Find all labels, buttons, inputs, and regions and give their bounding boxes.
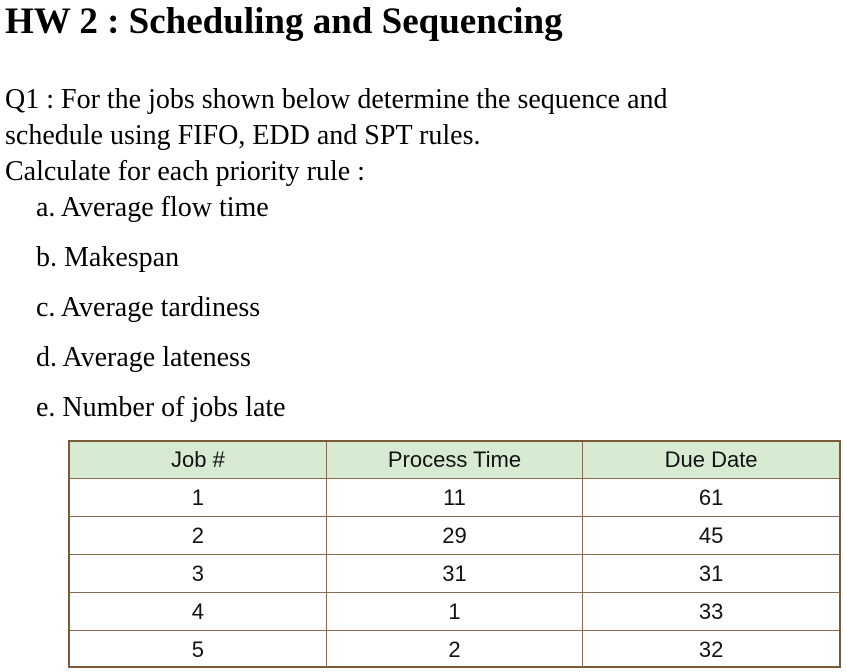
process-time-cell: 31 (326, 555, 582, 593)
list-item-number-of-jobs-late: e. Number of jobs late (36, 392, 286, 423)
job-number-cell: 3 (70, 555, 326, 593)
metrics-list (36, 190, 286, 440)
due-date-cell: 61 (583, 479, 839, 517)
page-title: HW 2 : Scheduling and Sequencing (5, 1, 563, 42)
job-number-cell: 2 (70, 517, 326, 555)
list-item-makespan: b. Makespan (36, 242, 180, 273)
list-item-average-flow-time: a. Average flow time (36, 192, 269, 223)
table-row (70, 631, 839, 669)
job-number-cell: 5 (70, 631, 326, 669)
list-item-average-lateness: d. Average lateness (36, 342, 251, 373)
process-time-cell: 1 (326, 593, 582, 631)
list-item-average-tardiness: c. Average tardiness (36, 292, 261, 323)
jobs-table-container (68, 440, 841, 668)
table-row (70, 517, 839, 555)
header-process-time: Process Time (326, 442, 582, 479)
jobs-table (70, 442, 839, 668)
job-number-cell: 4 (70, 593, 326, 631)
question-line-2: schedule using FIFO, EDD and SPT rules. (5, 120, 481, 151)
process-time-cell: 11 (326, 479, 582, 517)
due-date-cell: 32 (583, 631, 839, 669)
table-row (70, 593, 839, 631)
table-header-row (70, 442, 839, 479)
question-line-1: Q1 : For the jobs shown below determine the sequence and (5, 84, 668, 115)
header-due-date: Due Date (583, 442, 839, 479)
question-text (5, 82, 668, 190)
process-time-cell: 2 (326, 631, 582, 669)
header-job-number: Job # (70, 442, 326, 479)
table-row (70, 479, 839, 517)
due-date-cell: 45 (583, 517, 839, 555)
table-row (70, 555, 839, 593)
question-line-3: Calculate for each priority rule : (5, 156, 365, 187)
due-date-cell: 33 (583, 593, 839, 631)
job-number-cell: 1 (70, 479, 326, 517)
process-time-cell: 29 (326, 517, 582, 555)
due-date-cell: 31 (583, 555, 839, 593)
